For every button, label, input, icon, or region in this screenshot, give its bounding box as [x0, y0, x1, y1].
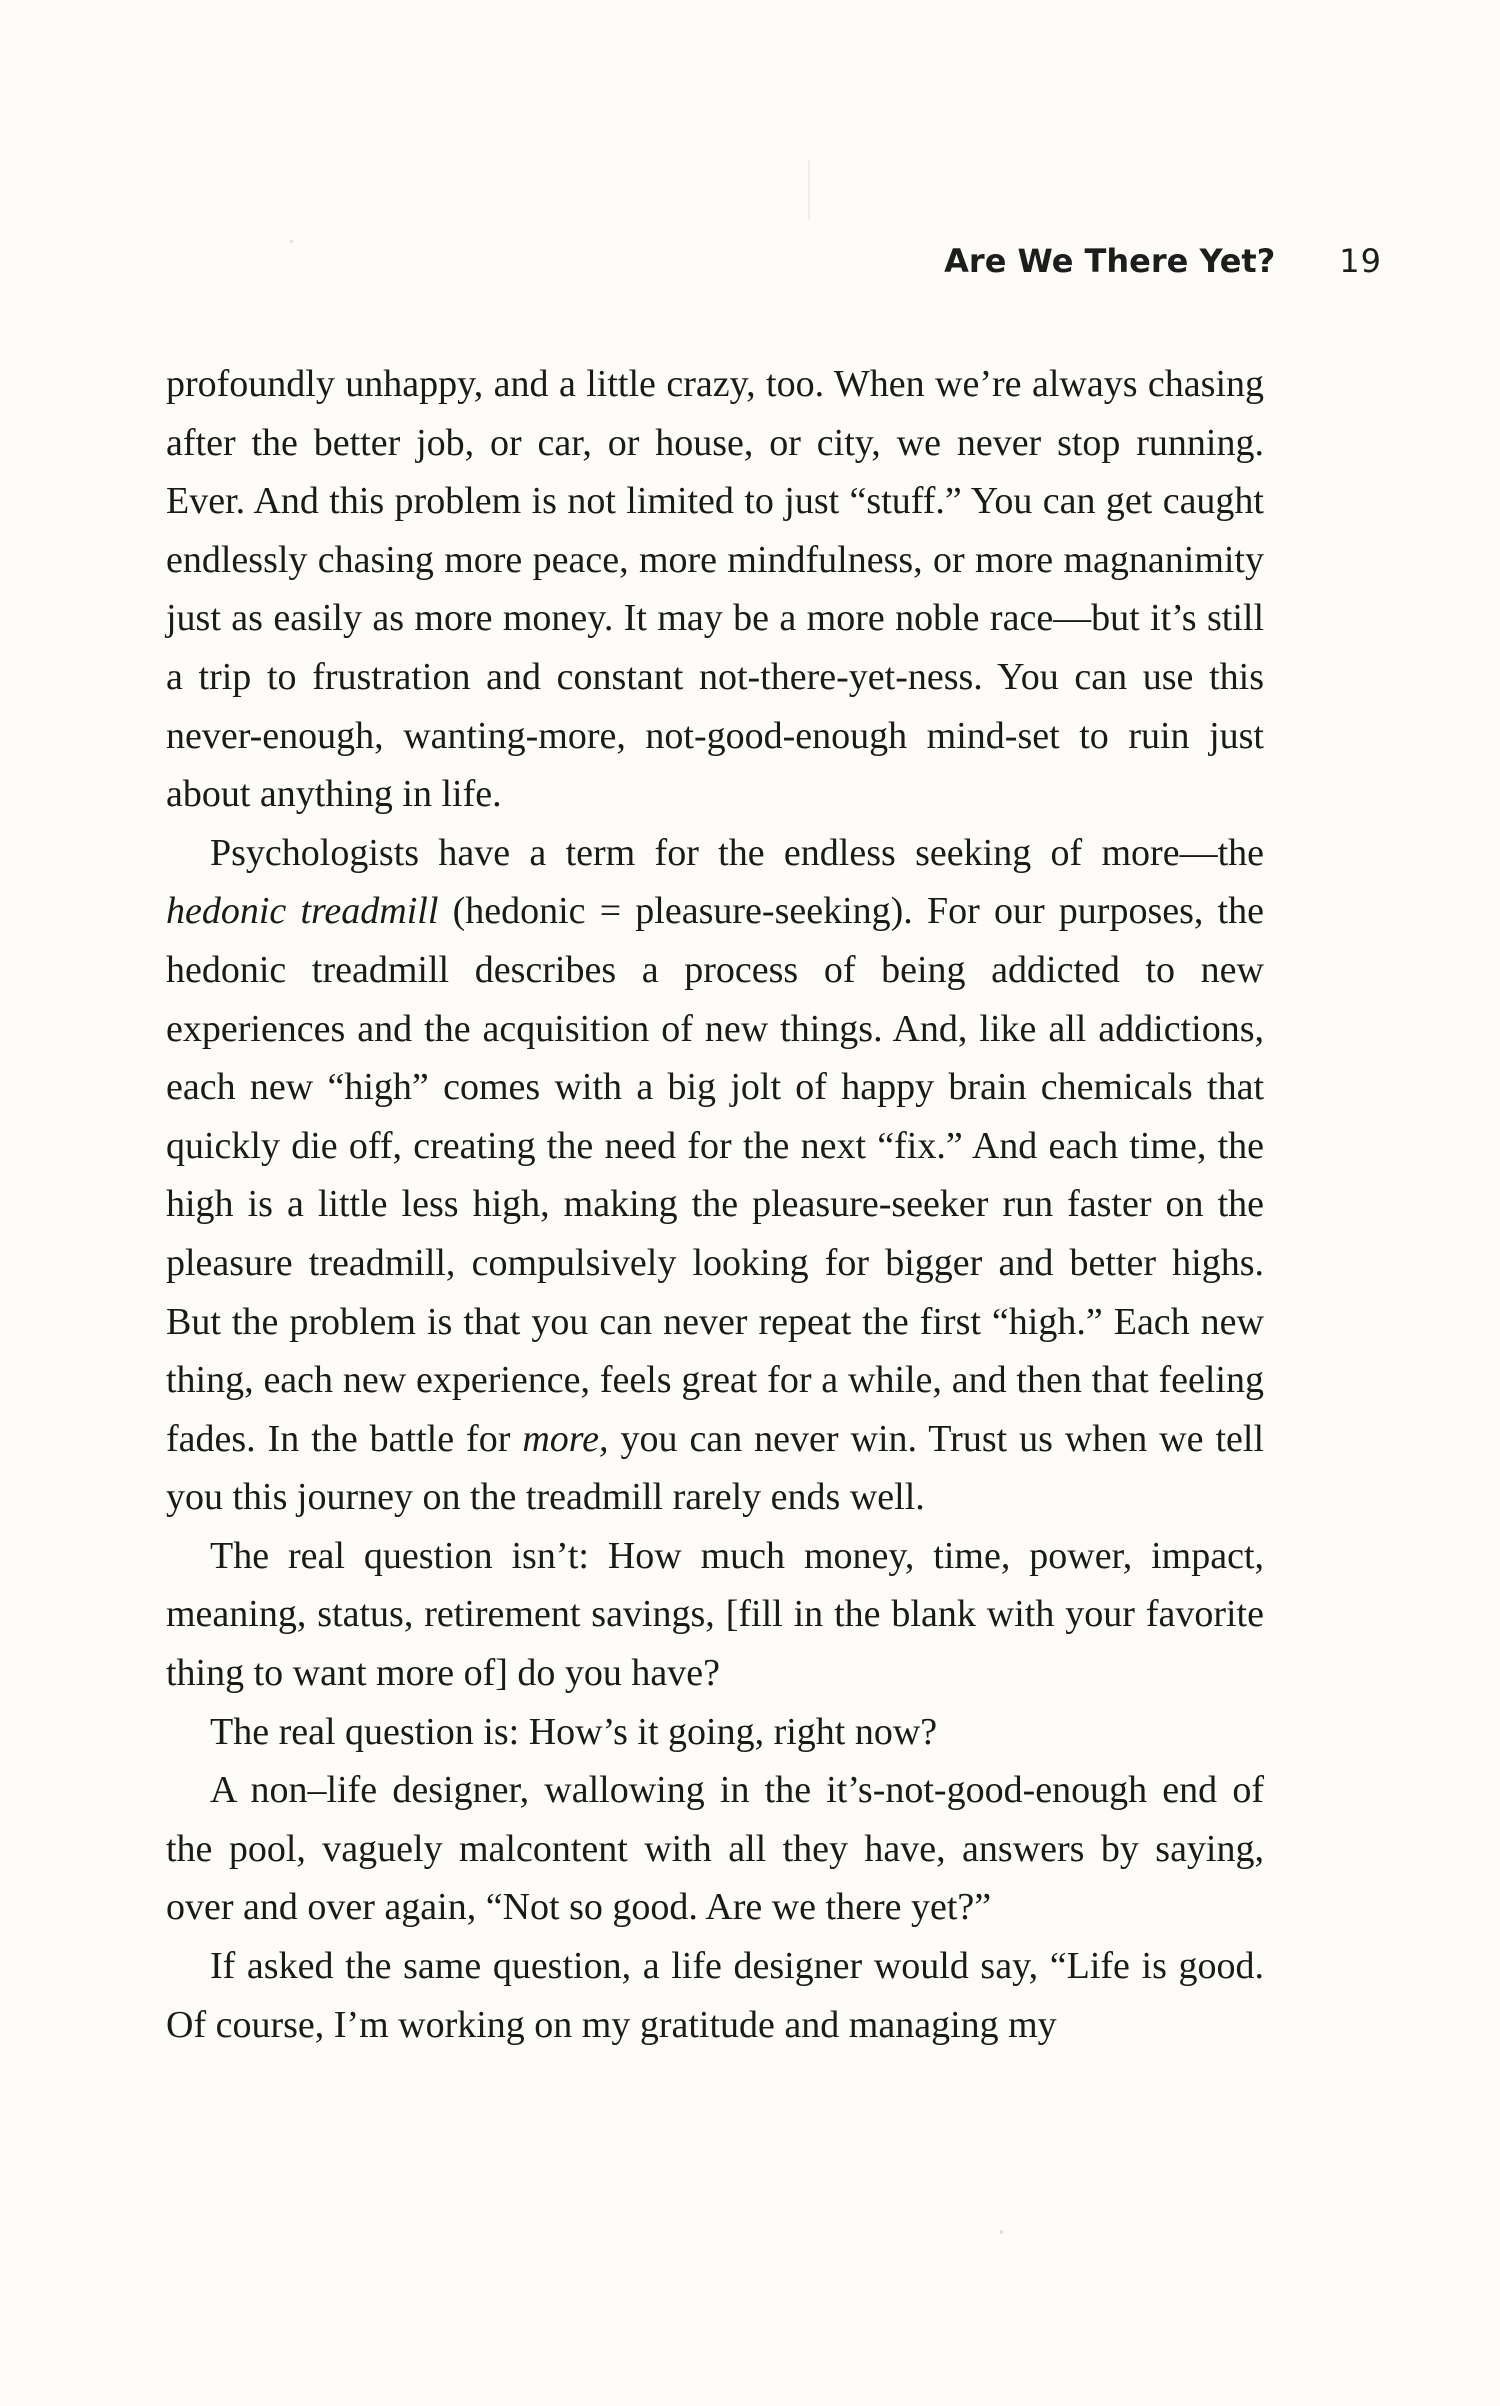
chapter-title: Are We There Yet?	[944, 242, 1276, 280]
text-run: you can never win. Trust us when we tell you this journey on the treadmill rarely ends well.	[166, 1417, 1264, 1519]
scan-speck	[808, 160, 810, 220]
paragraph	[166, 1527, 1264, 1703]
text-run: If asked the same question, a life designer would say, “Life is good. Of course, I’m working on my gratitude and managing my	[166, 1945, 1264, 2046]
paragraph	[166, 824, 1264, 1527]
running-head	[682, 242, 1382, 280]
paragraph	[166, 1703, 1264, 1762]
text-run: Psychologists have a term for the endless seeking of more—the	[210, 831, 1264, 874]
paragraph	[166, 1761, 1264, 1937]
page-number: 19	[1339, 242, 1382, 280]
paragraph	[166, 1937, 1264, 2054]
paragraph	[166, 355, 1264, 824]
text-run: The real question is: How’s it going, right now?	[210, 1710, 938, 1753]
text-run: profoundly unhappy, and a little crazy, too. When we’re always chasing after the better job, or car, or house, or city, we never stop running. Ever. And this problem is not limited to just “stuff.” You can get caught endlessly chasing more peace, more mindfulness, or more magnanimity just as easily as more money. It may be a more noble race—but it’s still a trip to frustration and constant not-there-yet-ness. You can use this never-enough, wanting-more, not-good-enough mind-set to ruin just about anything in life.	[166, 363, 1264, 816]
scan-speck	[1000, 2230, 1003, 2234]
body-text	[166, 355, 1264, 2054]
scan-speck	[290, 240, 293, 243]
text-run: A non–life designer, wallowing in the it’s-not-good-enough end of the pool, vaguely malcontent with all they have, answers by saying, over and over again, “Not so good. Are we there yet?”	[166, 1769, 1264, 1929]
text-run: The real question isn’t: How much money, time, power, impact, meaning, status, retirement savings, [fill in the blank with your favorite thing to want more of] do you have?	[166, 1534, 1264, 1695]
italic-term: hedonic treadmill	[166, 890, 439, 933]
italic-term: more,	[522, 1417, 609, 1460]
text-run: (hedonic = pleasure-seeking). For our purposes, the hedonic treadmill describes a process of being addicted to new experiences and the acquisition of new things. And, like all addictions, each new “high” comes with a big jolt of happy brain chemicals that quickly die off, creating the need for the next “fix.” And each time, the high is a little less high, making the pleasure-seeker run faster on the pleasure treadmill, compulsively looking for bigger and better highs. But the problem is that you can never repeat the first “high.” Each new thing, each new experience, feels great for a while, and then that feeling fades. In the battle for	[166, 890, 1264, 1460]
